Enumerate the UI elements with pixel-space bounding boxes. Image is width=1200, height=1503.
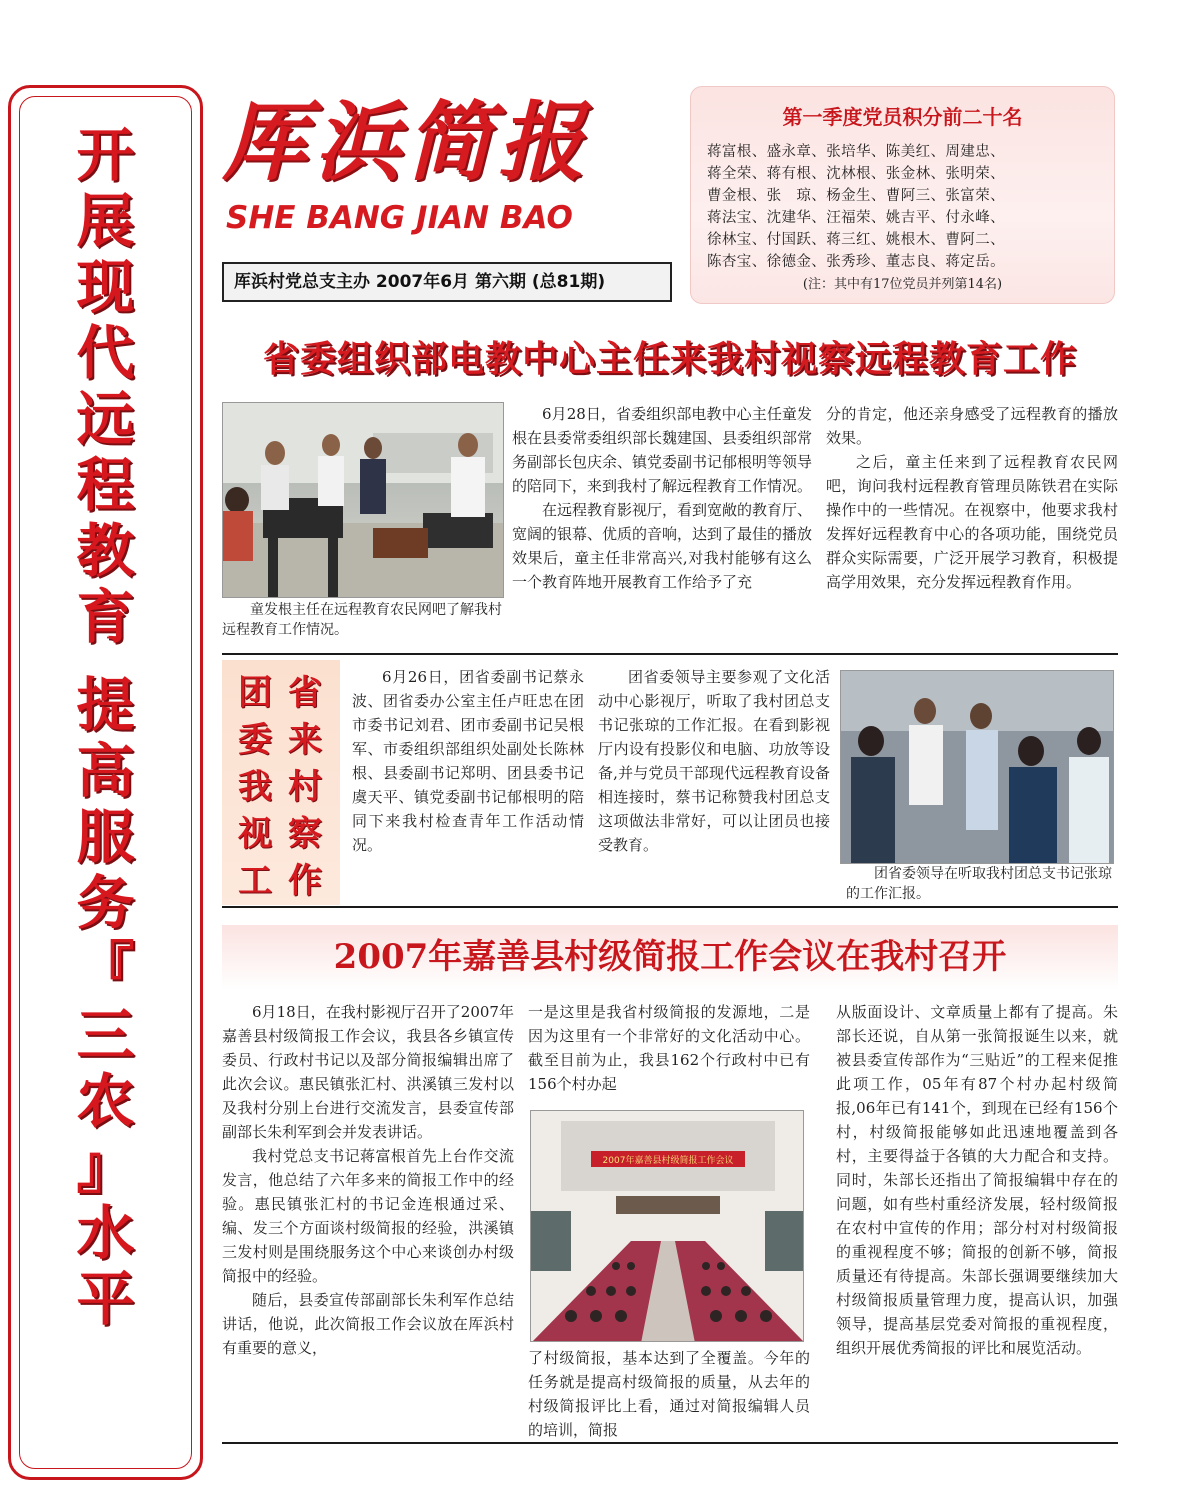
- slogan-char: 教: [76, 517, 135, 585]
- slogan-char: 务: [76, 869, 135, 937]
- article-3-paragraph: 从版面设计、文章质量上都有了提高。朱部长还说，自从第一张简报诞生以来，就被县委宣传部作为“三贴近”的工程来促推此项工作，05年有87个村办起村级简报,06年已有141个，到现在已经有156个村，村级简报能够如此迅速地覆盖到各村，主要得益于各镇的大力配合和支持。同时，朱部长还指出了简报编辑中存在的问题，如有些村重经济发展，轻村级简报在农村中宣传的作用；部分村对村级简报的重视程度不够；简报的创新不够，简报质量还有待提高。朱部长强调要继续加大村级简报质量管理力度，提高认识，加强领导，提高基层党委对简报的重视程度，组织开展优秀简报的评比和展览活动。: [836, 1003, 1118, 1357]
- article-2-photo-caption: 团省委领导在听取我村团总支书记张琼的工作汇报。: [846, 866, 1112, 902]
- section-divider: [222, 653, 1118, 655]
- article-3-paragraph: 一是这里是我省村级简报的发源地，二是因为这里有一个非常好的文化活动中心。截至目前为止，我县162个行政村中已有156个村办起: [528, 1003, 810, 1093]
- meeting-banner-text: 2007年嘉善县村级简报工作会议: [602, 1156, 734, 1166]
- article-1-headline: 省委组织部电教中心主任来我村视察远程教育工作: [262, 339, 1077, 380]
- article-2-paragraph: 团省委领导主要参观了文化活动中心影视厅，听取了我村团总支书记张琼的工作汇报。在看到影视厅内设有投影仪和电脑、功放等设备,并与党员干部现代远程教育设备相连接时，蔡书记称赞我村团总支这项做法非常好，可以让团员也接受教育。: [598, 668, 830, 854]
- slogan-char: 服: [76, 803, 135, 871]
- article-1-paragraph: 在远程教育影视厅，看到宽敞的教育厅、宽阔的银幕、优质的音响，达到了最佳的播放效果后，童主任非常高兴,对我村能够有这么一个教育阵地开展教育工作给予了充: [512, 501, 813, 591]
- article-1-paragraph: 分的肯定，他还亲身感受了远程教育的播放效果。: [826, 405, 1118, 447]
- ranking-line: 蒋全荣、蒋有根、沈林根、张金林、张明荣、: [707, 166, 1005, 182]
- slogan-char: 程: [76, 451, 135, 519]
- article-1-column-1: [512, 402, 812, 594]
- ranking-line: 蒋法宝、沈建华、汪福荣、姚吉平、付永峰、: [707, 210, 1005, 226]
- side-title-char: 视: [238, 814, 272, 854]
- slogan-char: 三: [76, 1001, 135, 1069]
- side-title-char: 察: [288, 814, 322, 854]
- article-2-side-title: [222, 660, 340, 905]
- page-bottom-rule: [222, 1442, 1118, 1444]
- slogan-char: 农: [76, 1067, 135, 1135]
- side-title-char: 委: [238, 720, 272, 760]
- article-2-paragraph: 6月26日，团省委副书记蔡永波、团省委办公室主任卢旺忠在团市委书记刘君、团市委副书记吴根军、市委组织部组织处副处长陈林根、县委副书记郑明、团县委书记虞天平、镇党委副书记郁根明的陪同下来我村检查青年工作活动情况。: [352, 668, 584, 854]
- article-1-photo-illustration: [223, 403, 504, 598]
- slogan-char: 远: [76, 385, 135, 453]
- slogan-char: 平: [76, 1265, 135, 1333]
- article-3-column-2-bottom: [528, 1346, 810, 1442]
- ranking-names: [707, 141, 1107, 273]
- slogan-char: 育: [76, 583, 135, 651]
- slogan-char: 水: [76, 1199, 135, 1267]
- side-title-char: 村: [288, 767, 322, 807]
- ranking-line: 蒋富根、盛永章、张培华、陈美红、周建忠、: [707, 144, 1005, 160]
- section-divider: [222, 906, 1118, 908]
- article-3-column-3: [836, 1000, 1118, 1360]
- vertical-slogan-banner: [8, 85, 203, 1480]
- article-3-paragraph: 随后，县委宣传部副部长朱利军作总结讲话，他说，此次简报工作会议放在厍浜村有重要的意义，: [222, 1291, 514, 1357]
- article-1-photo-caption: 童发根主任在远程教育农民网吧了解我村远程教育工作情况。: [222, 602, 502, 638]
- ranking-line: 徐林宝、付国跃、蒋三红、姚根木、曹阿二、: [707, 232, 1005, 248]
- article-3-meeting-photo: [530, 1110, 804, 1342]
- article-3-paragraph: 了村级简报，基本达到了全覆盖。今年的任务就是提高村级简报的质量，从去年的村级简报评比上看，通过对简报编辑人员的培训，简报: [528, 1349, 810, 1439]
- article-3-photo-illustration: [531, 1111, 804, 1342]
- article-2-column-1: [352, 665, 584, 857]
- article-1-photo: [222, 402, 504, 598]
- side-title-char: 作: [288, 861, 322, 901]
- article-1-paragraph: 之后，童主任来到了远程教育农民网吧，询问我村远程教育管理员陈铁君在实际操作中的一些情况。在视察中，他要求我村发挥好远程教育中心的各项功能，围绕党员群众实际需要，广泛开展学习教育，积极提高学用效果，充分发挥远程教育作用。: [826, 453, 1118, 591]
- side-title-char: 团: [238, 673, 272, 713]
- article-2-column-2: [598, 665, 830, 857]
- article-3-column-2-top: [528, 1000, 810, 1096]
- article-1-paragraph: 6月28日，省委组织部电教中心主任童发根在县委常委组织部长魏建国、县委组织部常务副部长包庆余、镇党委副书记郁根明等领导的陪同下，来到我村了解远程教育工作情况。: [512, 405, 813, 495]
- slogan-char: 开: [76, 121, 135, 189]
- slogan-char: 』: [76, 1133, 135, 1201]
- article-2-photo: [840, 670, 1114, 864]
- party-member-ranking-box: [690, 86, 1115, 304]
- article-2-photo-illustration: [841, 671, 1114, 864]
- slogan-char: 现: [76, 253, 135, 321]
- article-3-headline: 2007年嘉善县村级简报工作会议在我村召开: [333, 937, 1007, 977]
- slogan-char: 代: [76, 319, 135, 387]
- slogan-char: 提: [76, 671, 135, 739]
- newspaper-title-pinyin: SHE BANG JIAN BAO: [226, 200, 573, 236]
- article-1-column-2: [826, 402, 1118, 594]
- side-title-char: 省: [288, 673, 322, 713]
- article-3-paragraph: 我村党总支书记蒋富根首先上台作交流发言，他总结了六年多来的简报工作中的经验。惠民镇张汇村的书记金连根通过采、编、发三个方面谈村级简报的经验，洪溪镇三发村则是围绕服务这个中心来谈创办村级简报中的经验。: [222, 1147, 514, 1285]
- issue-info: 厍浜村党总支主办 2007年6月 第六期 (总81期): [222, 262, 672, 302]
- ranking-line: 曹金根、张 琼、杨金生、曹阿三、张富荣、: [707, 188, 1005, 204]
- ranking-title: 第一季度党员积分前二十名: [782, 105, 1023, 129]
- article-3-paragraph: 6月18日，在我村影视厅召开了2007年嘉善县村级简报工作会议，我县各乡镇宣传委员、行政村书记以及部分简报编辑出席了此次会议。惠民镇张汇村、洪溪镇三发村以及我村分别上台进行交流发言，县委宣传部副部长朱利军到会并发表讲话。: [222, 1003, 514, 1141]
- side-title-char: 我: [238, 767, 272, 807]
- slogan-char: 展: [76, 187, 135, 255]
- slogan-char: 高: [76, 737, 135, 805]
- ranking-note: (注：其中有17位党员并列第14名): [802, 277, 1003, 292]
- side-title-char: 工: [238, 861, 272, 901]
- newspaper-title: 厍浜简报: [222, 92, 590, 193]
- article-3-column-1: [222, 1000, 514, 1360]
- side-title-char: 来: [288, 720, 322, 760]
- slogan-char: 『: [76, 935, 135, 1003]
- ranking-line: 陈杏宝、徐德金、张秀珍、董志良、蒋定岳。: [707, 254, 1005, 270]
